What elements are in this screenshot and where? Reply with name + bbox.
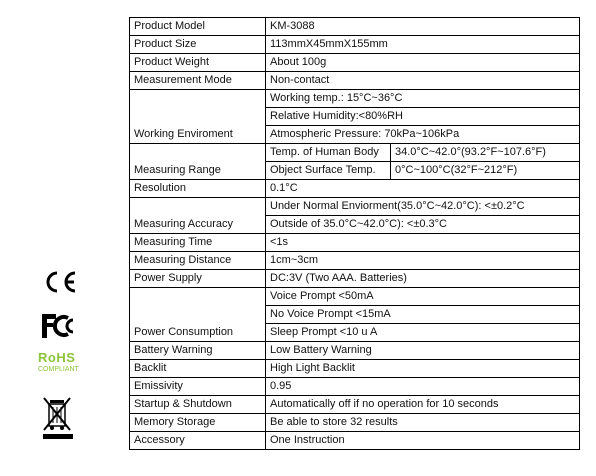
label-startup-shutdown: Startup & Shutdown — [130, 396, 266, 414]
value-accuracy-outside: Outside of 35.0°C~42.0°C): <±0.3°C — [266, 216, 580, 234]
value-sleep-prompt: Sleep Prompt <10 u A — [266, 324, 580, 342]
row-measuring-range — [130, 144, 580, 162]
label-battery-warning: Battery Warning — [130, 342, 266, 360]
row-memory-storage — [130, 414, 580, 432]
label-product-model: Product Model — [130, 18, 266, 36]
value-product-model: KM-3088 — [266, 18, 580, 36]
value-power-supply: DC:3V (Two AAA. Batteries) — [266, 270, 580, 288]
value-emissivity: 0.95 — [266, 378, 580, 396]
label-measuring-range: Measuring Range — [130, 144, 266, 180]
label-power-supply: Power Supply — [130, 270, 266, 288]
value-object-surface: 0°C~100°C(32°F~212°F) — [391, 162, 580, 180]
label-product-size: Product Size — [130, 36, 266, 54]
fcc-mark-icon — [40, 312, 80, 340]
value-accuracy-normal: Under Normal Enviorment(35.0°C~42.0°C): <±0.2°C — [266, 198, 580, 216]
label-power-consumption: Power Consumption — [130, 288, 266, 342]
value-measuring-time: <1s — [266, 234, 580, 252]
sub-label-object-surface: Object Surface Temp. — [266, 162, 391, 180]
row-product-weight — [130, 54, 580, 72]
value-no-voice-prompt: No Voice Prompt <15mA — [266, 306, 580, 324]
value-measurement-mode: Non-contact — [266, 72, 580, 90]
value-memory-storage: Be able to store 32 results — [266, 414, 580, 432]
row-emissivity — [130, 378, 580, 396]
label-emissivity: Emissivity — [130, 378, 266, 396]
row-accessory — [130, 432, 580, 450]
value-atmospheric-pressure: Atmospheric Pressure: 70kPa~106kPa — [266, 126, 580, 144]
value-relative-humidity: Relative Humidity:<80%RH — [266, 108, 580, 126]
label-working-environment: Working Enviroment — [130, 90, 266, 144]
label-measurement-mode: Measurement Mode — [130, 72, 266, 90]
label-accessory: Accessory — [130, 432, 266, 450]
row-measuring-accuracy — [130, 198, 580, 216]
label-measuring-accuracy: Measuring Accuracy — [130, 198, 266, 234]
label-measuring-distance: Measuring Distance — [130, 252, 266, 270]
value-product-weight: About 100g — [266, 54, 580, 72]
value-battery-warning: Low Battery Warning — [266, 342, 580, 360]
value-product-size: 113mmX45mmX155mm — [266, 36, 580, 54]
label-memory-storage: Memory Storage — [130, 414, 266, 432]
rohs-mark — [38, 350, 79, 373]
label-product-weight: Product Weight — [130, 54, 266, 72]
row-measurement-mode — [130, 72, 580, 90]
row-startup-shutdown — [130, 396, 580, 414]
label-measuring-time: Measuring Time — [130, 234, 266, 252]
row-product-model — [130, 18, 580, 36]
label-resolution: Resolution — [130, 180, 266, 198]
value-resolution: 0.1°C — [266, 180, 580, 198]
ce-mark-icon — [42, 270, 78, 294]
spec-table — [129, 17, 580, 450]
row-power-supply — [130, 270, 580, 288]
row-resolution — [130, 180, 580, 198]
rohs-title: RoHS — [38, 350, 76, 365]
value-accessory: One Instruction — [266, 432, 580, 450]
label-backlit: Backlit — [130, 360, 266, 378]
value-human-body: 34.0°C~42.0°(93.2°F~107.6°F) — [391, 144, 580, 162]
sub-label-human-body: Temp. of Human Body — [266, 144, 391, 162]
value-voice-prompt: Voice Prompt <50mA — [266, 288, 580, 306]
row-working-environment — [130, 90, 580, 108]
row-battery-warning — [130, 342, 580, 360]
rohs-compliant: COMPLIANT — [38, 366, 79, 373]
value-backlit: High Light Backlit — [266, 360, 580, 378]
row-backlit — [130, 360, 580, 378]
weee-bin-icon — [40, 394, 76, 442]
value-measuring-distance: 1cm~3cm — [266, 252, 580, 270]
value-working-temp: Working temp.: 15°C~36°C — [266, 90, 580, 108]
value-startup-shutdown: Automatically off if no operation for 10 seconds — [266, 396, 580, 414]
row-measuring-distance — [130, 252, 580, 270]
row-power-consumption — [130, 288, 580, 306]
row-product-size — [130, 36, 580, 54]
row-measuring-time — [130, 234, 580, 252]
